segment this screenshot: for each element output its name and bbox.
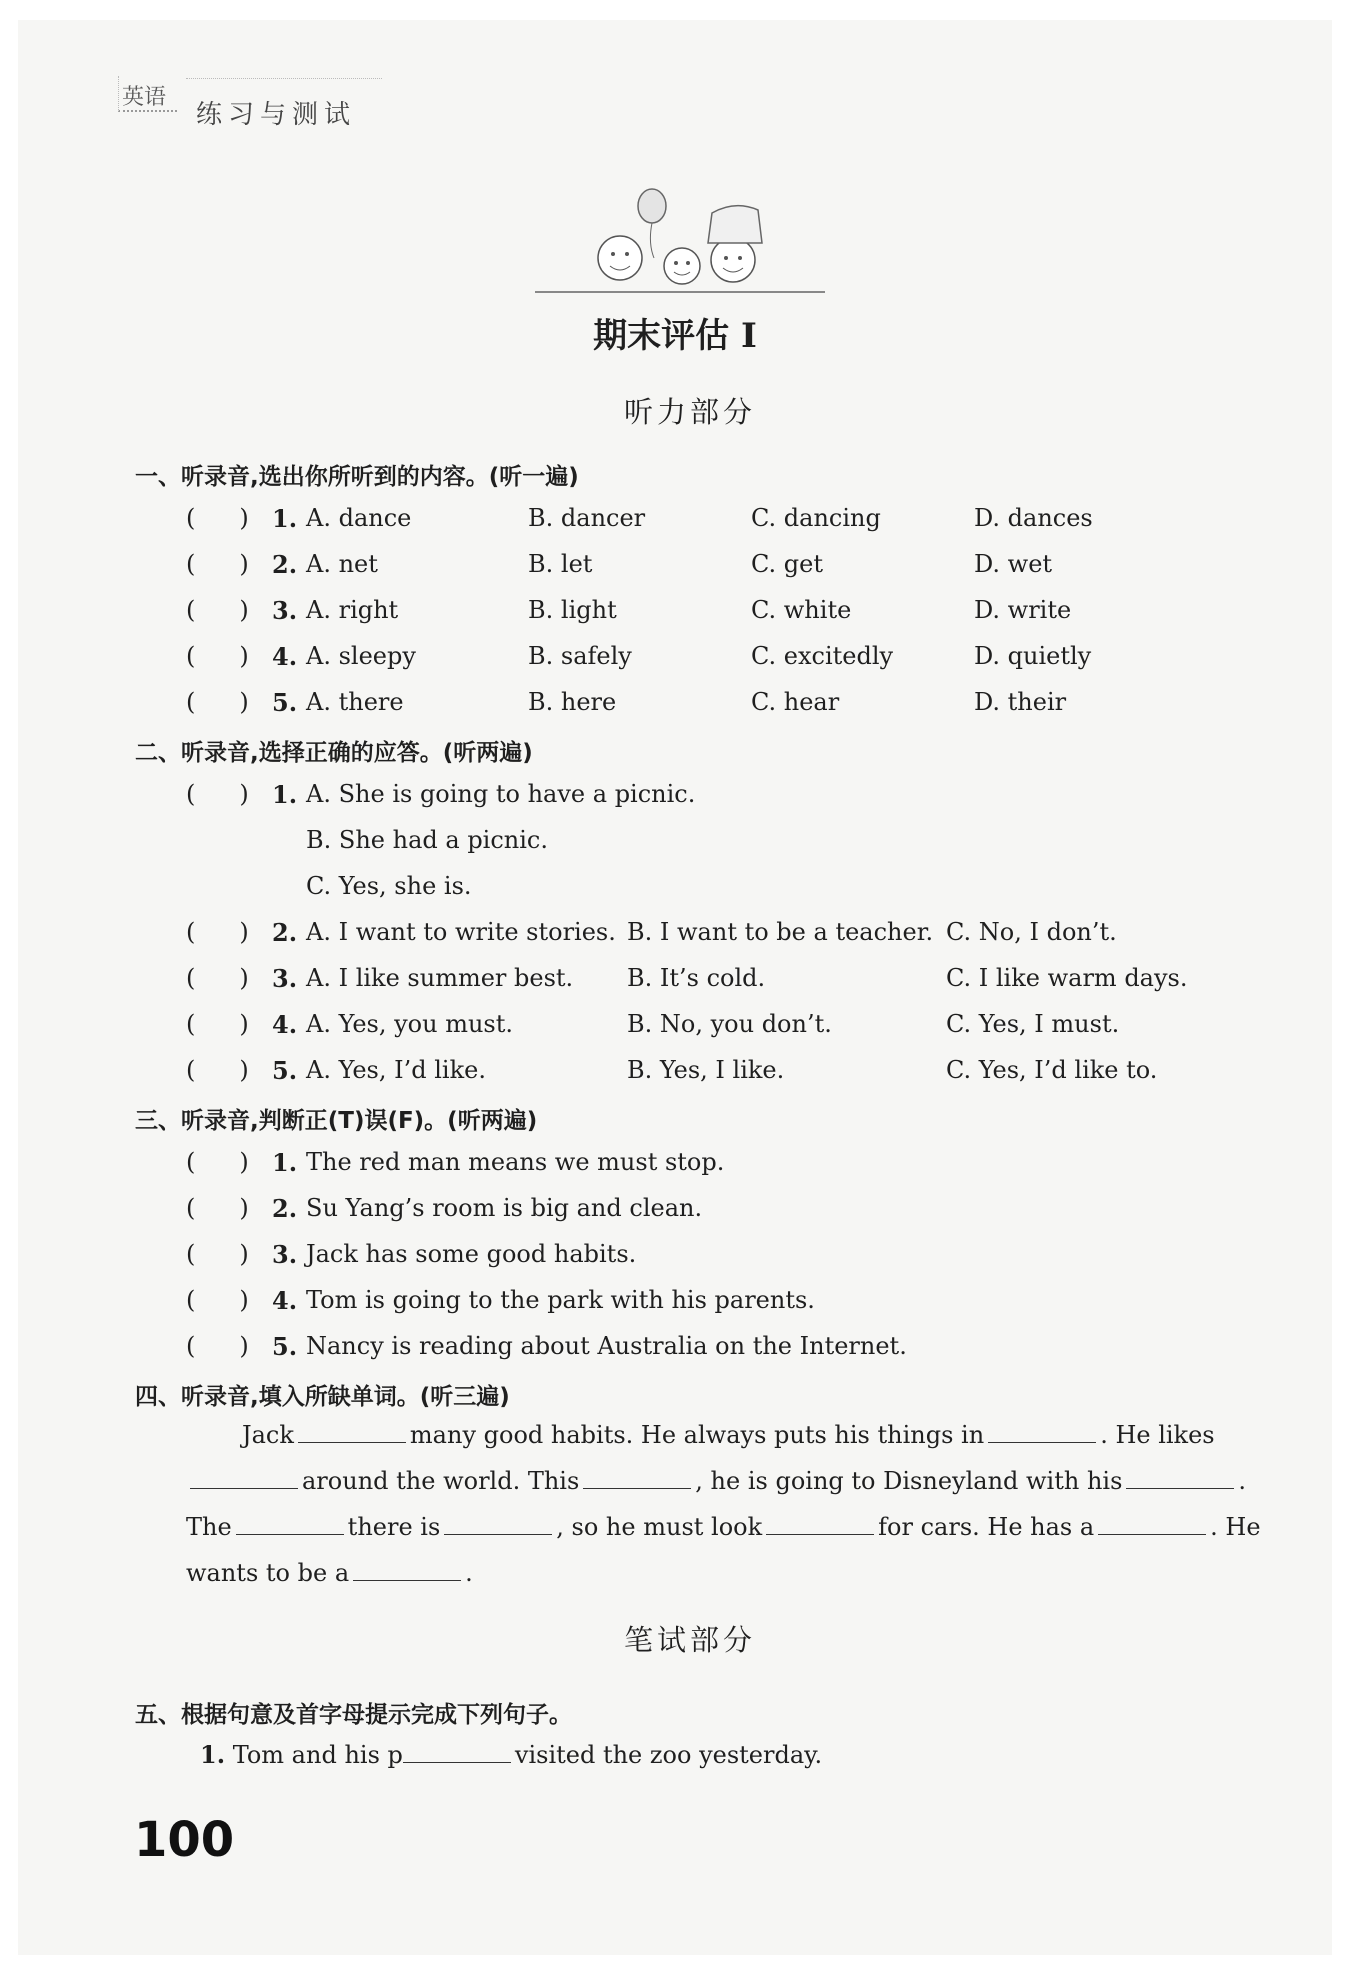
option-d: D. their xyxy=(974,688,1067,716)
fill-blank[interactable] xyxy=(988,1420,1096,1443)
option-a: A. She is going to have a picnic. xyxy=(306,780,696,808)
option-a: A. there xyxy=(306,688,404,716)
question-number: 2. xyxy=(272,1194,298,1223)
section3-heading: 三、听录音,判断正(T)误(F)。(听两遍) xyxy=(135,1108,538,1134)
header-divider xyxy=(186,78,382,79)
option-d: D. write xyxy=(974,596,1072,624)
option-b: B. Yes, I like. xyxy=(627,1056,785,1084)
fill-blank[interactable] xyxy=(353,1558,461,1581)
passage-line-2: around the world. This , he is going to Disneyland with his . xyxy=(186,1466,1246,1495)
option-c: C. Yes, she is. xyxy=(306,872,472,900)
question-number: 3. xyxy=(272,596,298,625)
question-number: 5. xyxy=(272,1056,298,1085)
answer-paren[interactable]: ( ) xyxy=(186,1332,249,1360)
option-b: B. She had a picnic. xyxy=(306,826,549,854)
page-title: 期末评估 I xyxy=(593,316,757,356)
answer-paren[interactable]: ( ) xyxy=(186,964,249,992)
fill-blank[interactable] xyxy=(403,1740,511,1763)
page-number: 100 xyxy=(134,1812,235,1868)
option-a: A. Yes, you must. xyxy=(306,1010,514,1038)
option-c: C. No, I don’t. xyxy=(946,918,1117,946)
option-c: C. I like warm days. xyxy=(946,964,1188,992)
statement-text: Tom is going to the park with his parents. xyxy=(306,1286,815,1314)
fill-blank[interactable] xyxy=(766,1512,874,1535)
statement-text: The red man means we must stop. xyxy=(306,1148,725,1176)
option-a: A. I want to write stories. xyxy=(306,918,616,946)
question-number: 4. xyxy=(272,1286,298,1315)
option-a: A. Yes, I’d like. xyxy=(306,1056,486,1084)
question-number: 3. xyxy=(272,1240,298,1269)
fill-blank[interactable] xyxy=(298,1420,406,1443)
question-number: 3. xyxy=(272,964,298,993)
answer-paren[interactable]: ( ) xyxy=(186,1148,249,1176)
option-a: A. dance xyxy=(306,504,412,532)
fill-blank[interactable] xyxy=(1126,1466,1234,1489)
option-b: B. dancer xyxy=(528,504,646,532)
option-b: B. safely xyxy=(528,642,632,670)
section5-heading: 五、根据句意及首字母提示完成下列句子。 xyxy=(135,1702,572,1728)
option-a: A. sleepy xyxy=(306,642,416,670)
question-number: 2. xyxy=(272,550,298,579)
passage-line-4: wants to be a . xyxy=(186,1559,473,1587)
option-b: B. No, you don’t. xyxy=(627,1010,832,1038)
answer-paren[interactable]: ( ) xyxy=(186,1286,249,1314)
option-c: C. hear xyxy=(751,688,840,716)
option-d: D. wet xyxy=(974,550,1053,578)
option-c: C. Yes, I must. xyxy=(946,1010,1120,1038)
question-number: 1. xyxy=(272,504,298,533)
option-a: A. right xyxy=(306,596,399,624)
answer-paren[interactable]: ( ) xyxy=(186,642,249,670)
option-b: B. It’s cold. xyxy=(627,964,766,992)
section2-heading: 二、听录音,选择正确的应答。(听两遍) xyxy=(135,740,533,766)
option-d: D. quietly xyxy=(974,642,1092,670)
answer-paren[interactable]: ( ) xyxy=(186,504,249,532)
question-number: 2. xyxy=(272,918,298,947)
answer-paren[interactable]: ( ) xyxy=(186,1240,249,1268)
statement-text: Jack has some good habits. xyxy=(306,1240,637,1268)
listening-part-title: 听力部分 xyxy=(623,395,756,429)
option-b: B. let xyxy=(528,550,593,578)
question-number: 1. xyxy=(272,1148,298,1177)
option-b: B. here xyxy=(528,688,617,716)
answer-paren[interactable]: ( ) xyxy=(186,1010,249,1038)
option-c: C. dancing xyxy=(751,504,881,532)
fill-blank[interactable] xyxy=(236,1512,344,1535)
answer-paren[interactable]: ( ) xyxy=(186,596,249,624)
passage-line-1: Jack many good habits. He always puts his things in . He likes xyxy=(242,1421,1215,1449)
question-number: 4. xyxy=(272,642,298,671)
option-b: B. light xyxy=(528,596,617,624)
statement-text: Su Yang’s room is big and clean. xyxy=(306,1194,703,1222)
passage-line-3: The there is , so he must look for cars. He has a . He xyxy=(186,1513,1261,1541)
option-a: A. I like summer best. xyxy=(306,964,574,992)
option-c: C. get xyxy=(751,550,823,578)
option-c: C. white xyxy=(751,596,852,624)
option-a: A. net xyxy=(306,550,378,578)
option-b: B. I want to be a teacher. xyxy=(627,918,934,946)
option-c: C. Yes, I’d like to. xyxy=(946,1056,1158,1084)
section4-heading: 四、听录音,填入所缺单词。(听三遍) xyxy=(135,1384,510,1410)
answer-paren[interactable]: ( ) xyxy=(186,1056,249,1084)
question-number: 5. xyxy=(272,1332,298,1361)
header-subject: 英语 xyxy=(122,85,167,110)
answer-paren[interactable]: ( ) xyxy=(186,780,249,808)
question-number: 5. xyxy=(272,688,298,717)
option-c: C. excitedly xyxy=(751,642,894,670)
section1-heading: 一、听录音,选出你所听到的内容。(听一遍) xyxy=(135,464,579,490)
fill-blank[interactable] xyxy=(444,1512,552,1535)
writing-part-title: 笔试部分 xyxy=(623,1623,756,1657)
answer-paren[interactable]: ( ) xyxy=(186,1194,249,1222)
option-d: D. dances xyxy=(974,504,1093,532)
children-illustration xyxy=(530,188,830,298)
statement-text: Nancy is reading about Australia on the Internet. xyxy=(306,1332,907,1360)
fill-blank[interactable] xyxy=(190,1466,298,1489)
answer-paren[interactable]: ( ) xyxy=(186,918,249,946)
sentence-1: 1. Tom and his p visited the zoo yesterday. xyxy=(200,1740,823,1769)
header-series: 练习与测试 xyxy=(196,100,357,130)
fill-blank[interactable] xyxy=(1098,1512,1206,1535)
question-number: 4. xyxy=(272,1010,298,1039)
question-number: 1. xyxy=(272,780,298,809)
answer-paren[interactable]: ( ) xyxy=(186,688,249,716)
answer-paren[interactable]: ( ) xyxy=(186,550,249,578)
fill-blank[interactable] xyxy=(583,1466,691,1489)
